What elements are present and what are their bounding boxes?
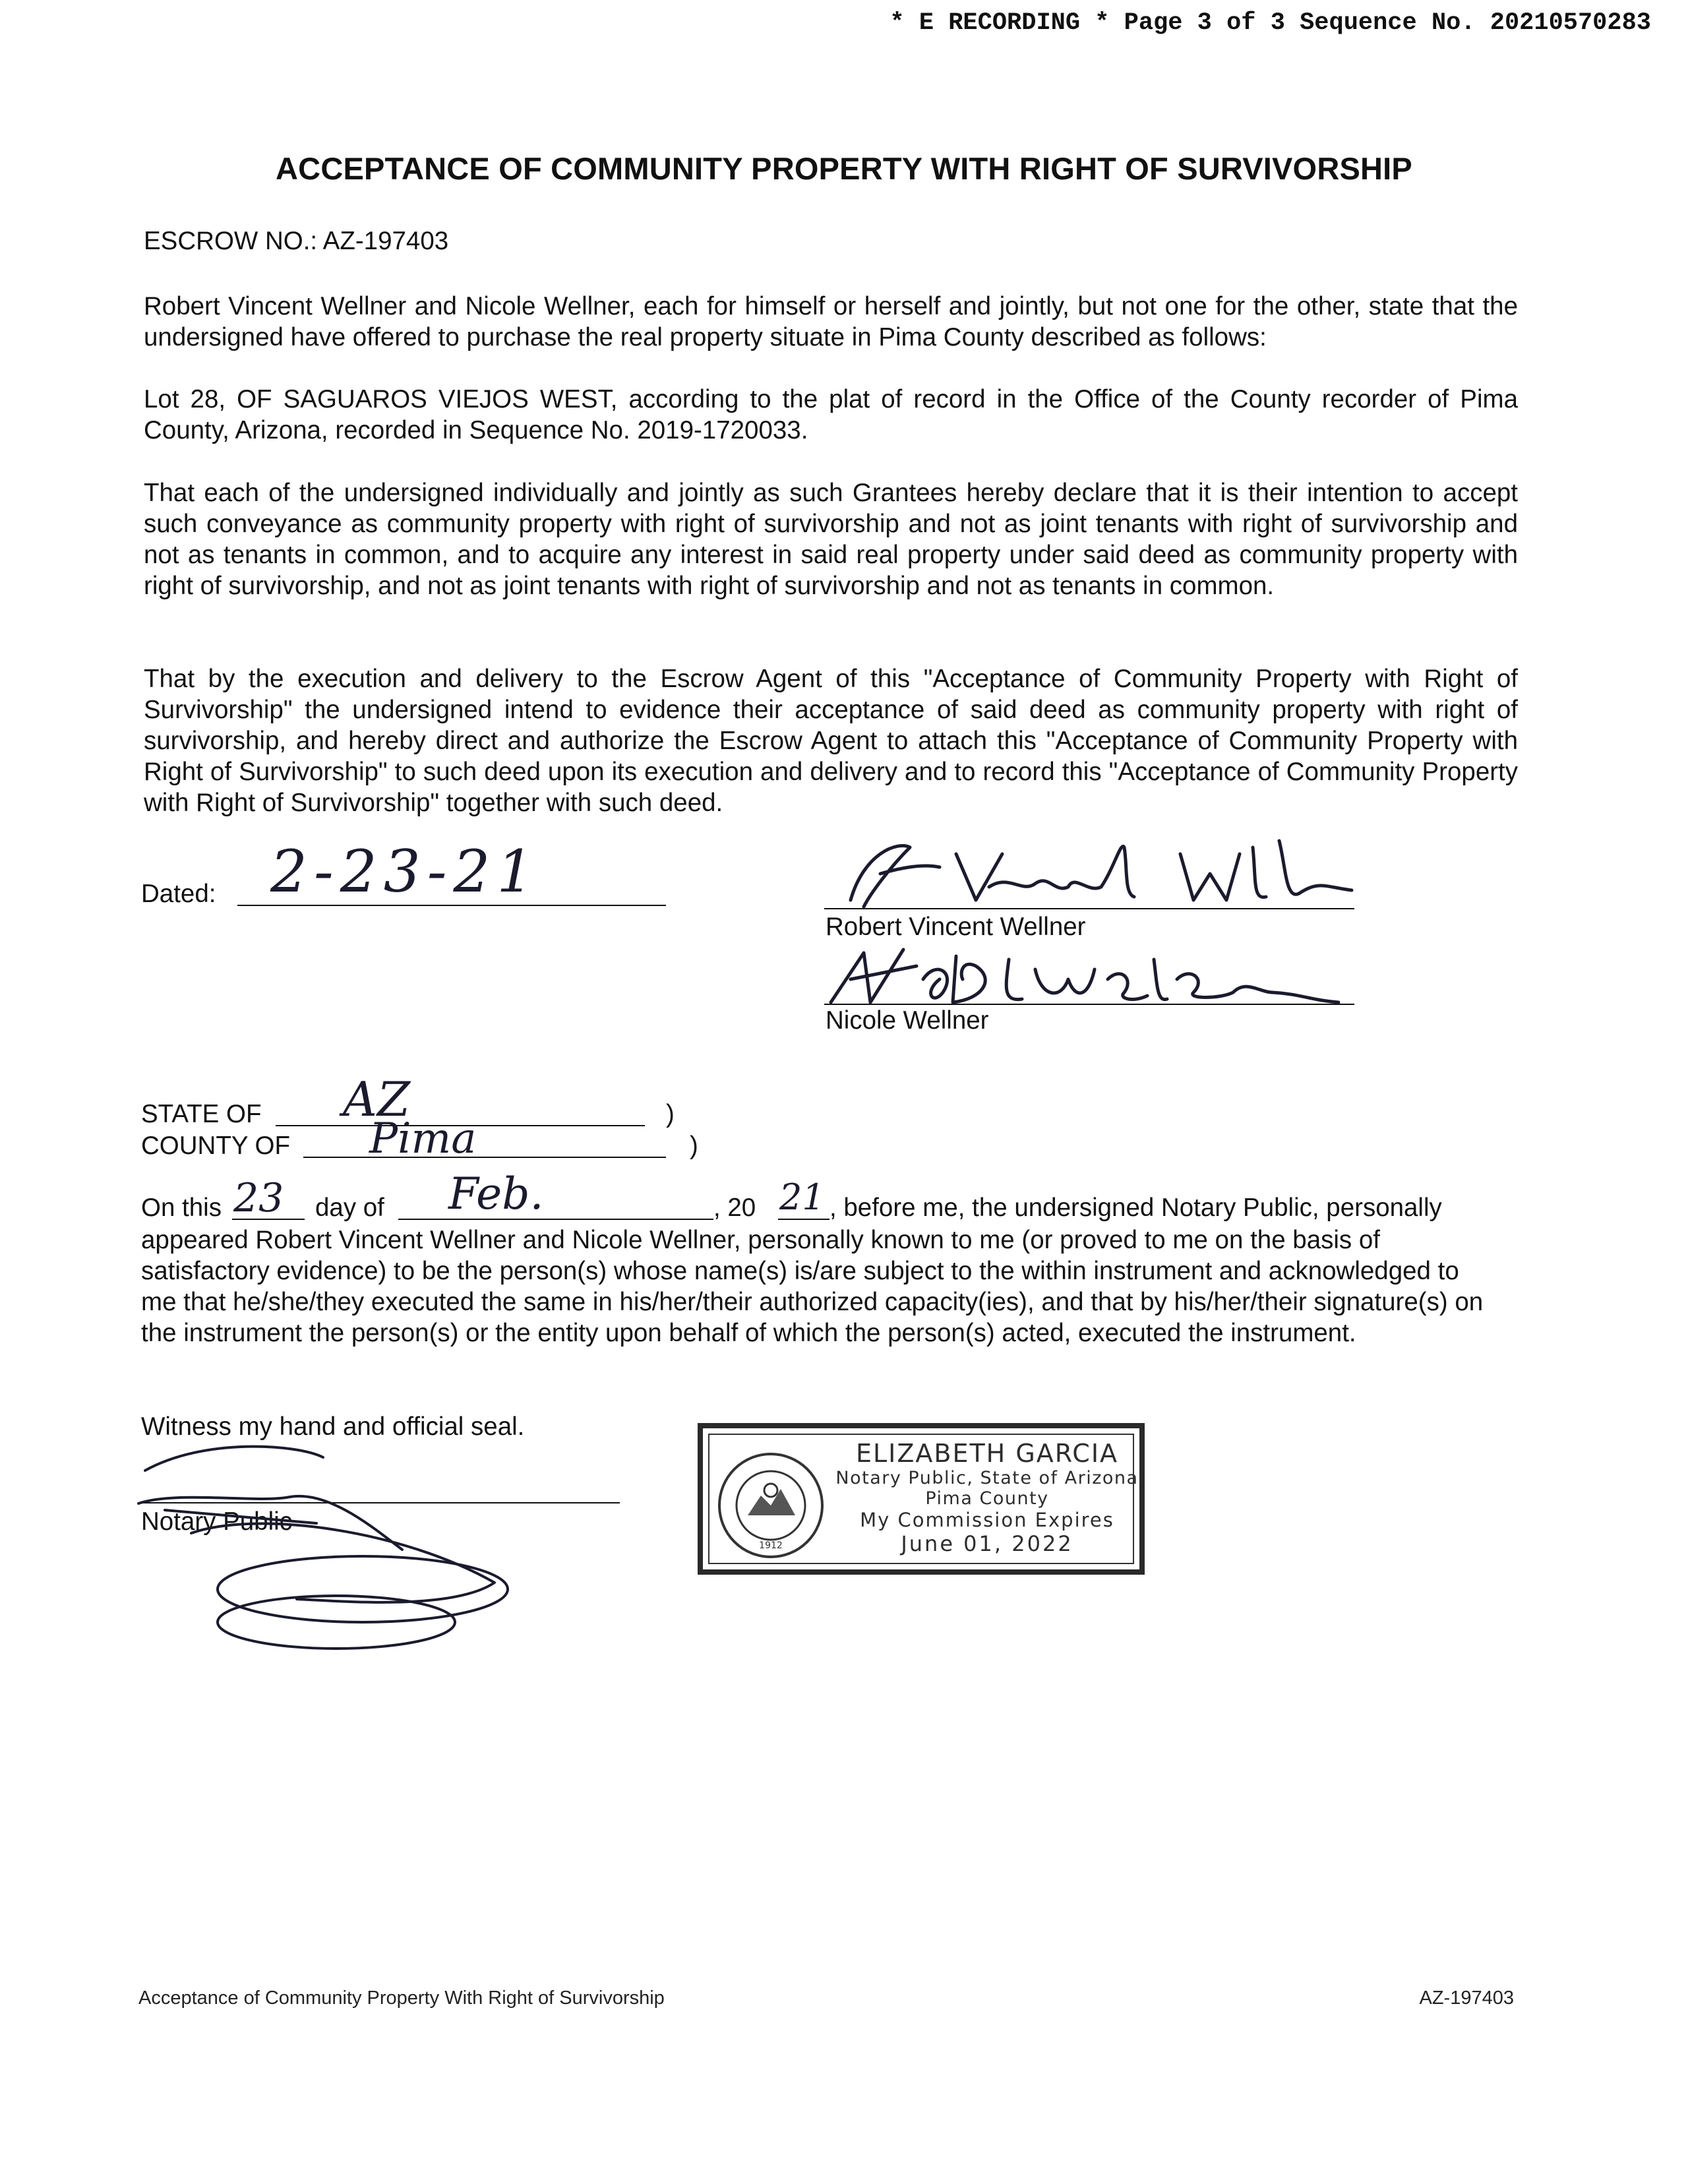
ack-year-line <box>778 1219 829 1220</box>
ack-day-of: day of <box>315 1194 384 1222</box>
seal-year: 1912 <box>759 1540 783 1551</box>
state-paren: ) <box>666 1100 675 1128</box>
recording-header: * E RECORDING * Page 3 of 3 Sequence No. 20210570283 <box>889 9 1651 37</box>
dated-handwritten: 2-23-21 <box>270 837 541 905</box>
ack-body: appeared Robert Vincent Wellner and Nicole Wellner, personally known to me (or proved to me on the basis of satisfactory evidence) to be the person(s) whose name(s) is/are subject to the within instrument and acknowledged to me that he/she/they executed the same in his/her/their authorized capacity(ies), and that by his/her/their signature(s) on the instrument the person(s) or the entity upon behalf of which the person(s) acted, executed the instrument. <box>141 1226 1484 1347</box>
notary-stamp-text <box>832 1439 1142 1556</box>
dated-label: Dated: <box>141 880 216 908</box>
notary-signature <box>125 1431 521 1655</box>
stamp-line3: Pima County <box>925 1488 1049 1509</box>
stamp-line4: My Commission Expires <box>860 1509 1114 1531</box>
county-handwritten: Pima <box>369 1114 477 1163</box>
ack-on-this: On this <box>141 1194 222 1222</box>
ack-year-handwritten: 21 <box>779 1176 825 1218</box>
ack-rest-line1: , before me, the undersigned Notary Public, personally <box>829 1194 1442 1222</box>
nicole-signature <box>824 940 1365 1012</box>
ack-day-line <box>232 1219 305 1220</box>
stamp-line2: Notary Public, State of Arizona <box>835 1468 1139 1488</box>
county-paren: ) <box>690 1132 698 1160</box>
ack-month-line <box>398 1219 713 1220</box>
signer-robert-name: Robert Vincent Wellner <box>826 913 1086 941</box>
escrow-number: ESCROW NO.: AZ-197403 <box>144 227 449 255</box>
paragraph-legal-description: Lot 28, OF SAGUAROS VIEJOS WEST, according to the plat of record in the Office of the County recorder of Pima County, Arizona, recorded in Sequence No. 2019-1720033. <box>144 385 1518 444</box>
ack-day-handwritten: 23 <box>233 1175 284 1221</box>
state-handwritten: AZ <box>343 1072 411 1127</box>
state-of-label: STATE OF <box>141 1100 262 1128</box>
signer-nicole-name: Nicole Wellner <box>826 1006 989 1035</box>
paragraph-execution: That by the execution and delivery to the Escrow Agent of this "Acceptance of Community Property with Right of Survivorship" the undersigned intend to evidence their acceptance of said deed as community property with right of survivorship, and hereby direct and authorize the Escrow Agent to attach this "Acceptance of Community Property with Right of Survivorship" to such deed upon its execution and delivery and to record this "Acceptance of Community Property with Right of Survivorship" together with such deed. <box>144 665 1518 817</box>
county-line <box>303 1157 666 1158</box>
stamp-line5: June 01, 2022 <box>901 1531 1073 1556</box>
robert-signature <box>824 828 1365 913</box>
arizona-state-seal-icon <box>715 1449 827 1562</box>
footer-escrow-number: AZ-197403 <box>1419 1987 1514 2009</box>
witness-text: Witness my hand and official seal. <box>141 1412 525 1441</box>
document-title: ACCEPTANCE OF COMMUNITY PROPERTY WITH RIGHT OF SURVIVORSHIP <box>276 151 1412 186</box>
stamp-name: ELIZABETH GARCIA <box>855 1439 1119 1468</box>
county-of-label: COUNTY OF <box>141 1132 291 1160</box>
paragraph-declaration: That each of the undersigned individually and jointly as such Grantees hereby declare that it is their intention to accept such conveyance as community property with right of survivorship and not as joint tenants with right of survivorship and not as tenants in common, and to acquire any interest in said real property under said deed as community property with right of survivorship, and not as joint tenants with right of survivorship and not as tenants in common. <box>144 479 1518 600</box>
notary-stamp <box>698 1423 1145 1575</box>
footer-title: Acceptance of Community Property With Right of Survivorship <box>138 1987 665 2009</box>
notary-public-label: Notary Public <box>141 1507 292 1536</box>
ack-month-handwritten: Feb. <box>448 1168 544 1219</box>
ack-year-prefix: , 20 <box>713 1194 756 1222</box>
paragraph-offer: Robert Vincent Wellner and Nicole Wellner, each for himself or herself and jointly, but not one for the other, state that the undersigned have offered to purchase the real property situate in Pima County described as follows: <box>144 292 1518 351</box>
